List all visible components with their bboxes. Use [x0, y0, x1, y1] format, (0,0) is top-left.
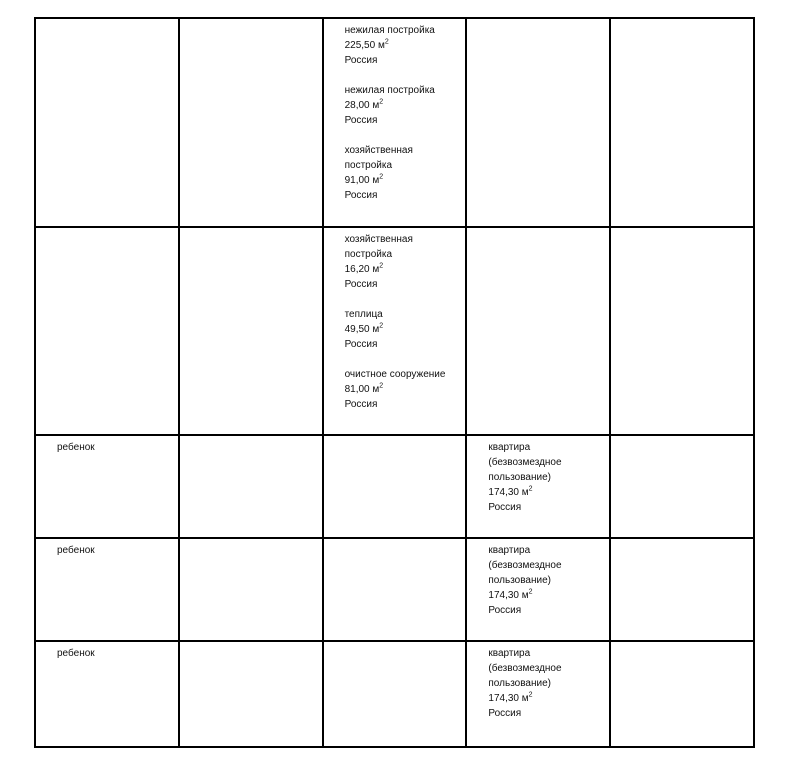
owned-property-cell	[323, 435, 467, 538]
used-property-cell	[466, 538, 610, 641]
property-country: Россия	[344, 55, 378, 66]
area-value: 225,50 м	[344, 40, 385, 51]
table-row	[35, 18, 754, 227]
property-type: постройка	[344, 249, 393, 260]
empty-cell	[179, 641, 323, 747]
property-type: пользование)	[488, 472, 551, 483]
area-exponent: 2	[384, 38, 389, 46]
property-entry	[488, 543, 609, 618]
table-row	[35, 538, 754, 641]
area-value: 174,30 м	[488, 693, 529, 704]
owned-property-cell-content	[324, 539, 466, 543]
used-property-cell-content	[467, 19, 609, 23]
area-value: 49,50 м	[344, 324, 380, 335]
property-area	[345, 98, 466, 113]
table-row	[35, 227, 754, 435]
relation-cell-content	[36, 19, 178, 23]
empty-cell-content	[611, 436, 753, 440]
area-value: 81,00 м	[344, 384, 380, 395]
empty-cell-content	[611, 228, 753, 232]
property-type: (безвозмездное	[488, 663, 562, 674]
area-exponent: 2	[379, 322, 384, 330]
property-area	[345, 173, 466, 188]
used-property-cell	[466, 435, 610, 538]
property-type: квартира	[488, 648, 531, 659]
property-type: очистное сооружение	[344, 369, 446, 380]
property-area	[488, 691, 609, 706]
area-value: 91,00 м	[344, 175, 380, 186]
empty-cell-content	[180, 539, 322, 543]
used-property-cell	[466, 18, 610, 227]
property-type: квартира	[488, 545, 531, 556]
property-type: хозяйственная	[344, 234, 413, 245]
empty-cell	[610, 18, 754, 227]
area-exponent: 2	[528, 485, 533, 493]
area-exponent: 2	[379, 173, 384, 181]
owned-property-cell	[323, 227, 467, 435]
empty-cell	[610, 538, 754, 641]
property-entry	[345, 307, 466, 352]
property-country: Россия	[344, 115, 378, 126]
area-exponent: 2	[528, 588, 533, 596]
used-property-cell-content	[467, 539, 609, 618]
empty-cell-content	[180, 436, 322, 440]
empty-cell-content	[611, 642, 753, 646]
property-entry	[488, 646, 609, 721]
area-value: 28,00 м	[344, 100, 380, 111]
property-entry	[345, 367, 466, 412]
relation-cell	[35, 18, 179, 227]
table-row	[35, 641, 754, 747]
property-table-body	[35, 18, 754, 747]
property-area	[345, 382, 466, 397]
relation-label: ребенок	[57, 648, 95, 659]
empty-cell-content	[611, 19, 753, 23]
property-type: квартира	[488, 442, 531, 453]
empty-cell-content	[180, 228, 322, 232]
property-area	[345, 38, 466, 53]
relation-label: ребенок	[57, 442, 95, 453]
owned-property-cell	[323, 641, 467, 747]
empty-cell	[179, 435, 323, 538]
property-type: пользование)	[488, 575, 551, 586]
property-entry	[488, 440, 609, 515]
owned-property-cell-content	[324, 436, 466, 440]
used-property-cell-content	[467, 436, 609, 515]
property-area	[488, 588, 609, 603]
relation-cell-content	[36, 228, 178, 232]
used-property-cell	[466, 641, 610, 747]
empty-cell-content	[180, 642, 322, 646]
area-value: 16,20 м	[344, 264, 380, 275]
empty-cell	[610, 435, 754, 538]
area-value: 174,30 м	[488, 487, 529, 498]
relation-cell	[35, 227, 179, 435]
owned-property-cell	[323, 18, 467, 227]
relation-cell-content	[36, 642, 178, 661]
used-property-cell-content	[467, 642, 609, 721]
owned-property-cell-content	[324, 642, 466, 646]
property-country: Россия	[344, 190, 378, 201]
empty-cell	[179, 538, 323, 641]
property-country: Россия	[344, 279, 378, 290]
owned-property-cell	[323, 538, 467, 641]
property-entry	[345, 232, 466, 292]
property-area	[488, 485, 609, 500]
property-type: хозяйственная	[344, 145, 413, 156]
relation-cell-content	[36, 436, 178, 455]
property-country: Россия	[344, 399, 378, 410]
property-type: (безвозмездное	[488, 560, 562, 571]
area-value: 174,30 м	[488, 590, 529, 601]
area-exponent: 2	[379, 98, 384, 106]
property-type: постройка	[344, 160, 393, 171]
property-table	[34, 17, 755, 748]
property-area	[345, 262, 466, 277]
property-area	[345, 322, 466, 337]
used-property-cell-content	[467, 228, 609, 232]
property-country: Россия	[488, 708, 522, 719]
property-type: нежилая постройка	[344, 85, 435, 96]
area-exponent: 2	[379, 262, 384, 270]
property-type: нежилая постройка	[344, 25, 435, 36]
relation-cell	[35, 538, 179, 641]
owned-property-cell-content	[324, 19, 466, 203]
empty-cell-content	[180, 19, 322, 23]
relation-cell	[35, 435, 179, 538]
property-entry	[345, 143, 466, 203]
empty-cell	[179, 18, 323, 227]
property-entry	[345, 23, 466, 68]
relation-cell-content	[36, 539, 178, 558]
used-property-cell	[466, 227, 610, 435]
empty-cell	[610, 227, 754, 435]
property-type: теплица	[344, 309, 383, 320]
owned-property-cell-content	[324, 228, 466, 412]
area-exponent: 2	[528, 691, 533, 699]
property-type: (безвозмездное	[488, 457, 562, 468]
property-country: Россия	[488, 605, 522, 616]
empty-cell	[179, 227, 323, 435]
empty-cell-content	[611, 539, 753, 543]
table-row	[35, 435, 754, 538]
property-entry	[345, 83, 466, 128]
property-country: Россия	[344, 339, 378, 350]
relation-label: ребенок	[57, 545, 95, 556]
relation-cell	[35, 641, 179, 747]
empty-cell	[610, 641, 754, 747]
property-type: пользование)	[488, 678, 551, 689]
property-country: Россия	[488, 502, 522, 513]
area-exponent: 2	[379, 382, 384, 390]
